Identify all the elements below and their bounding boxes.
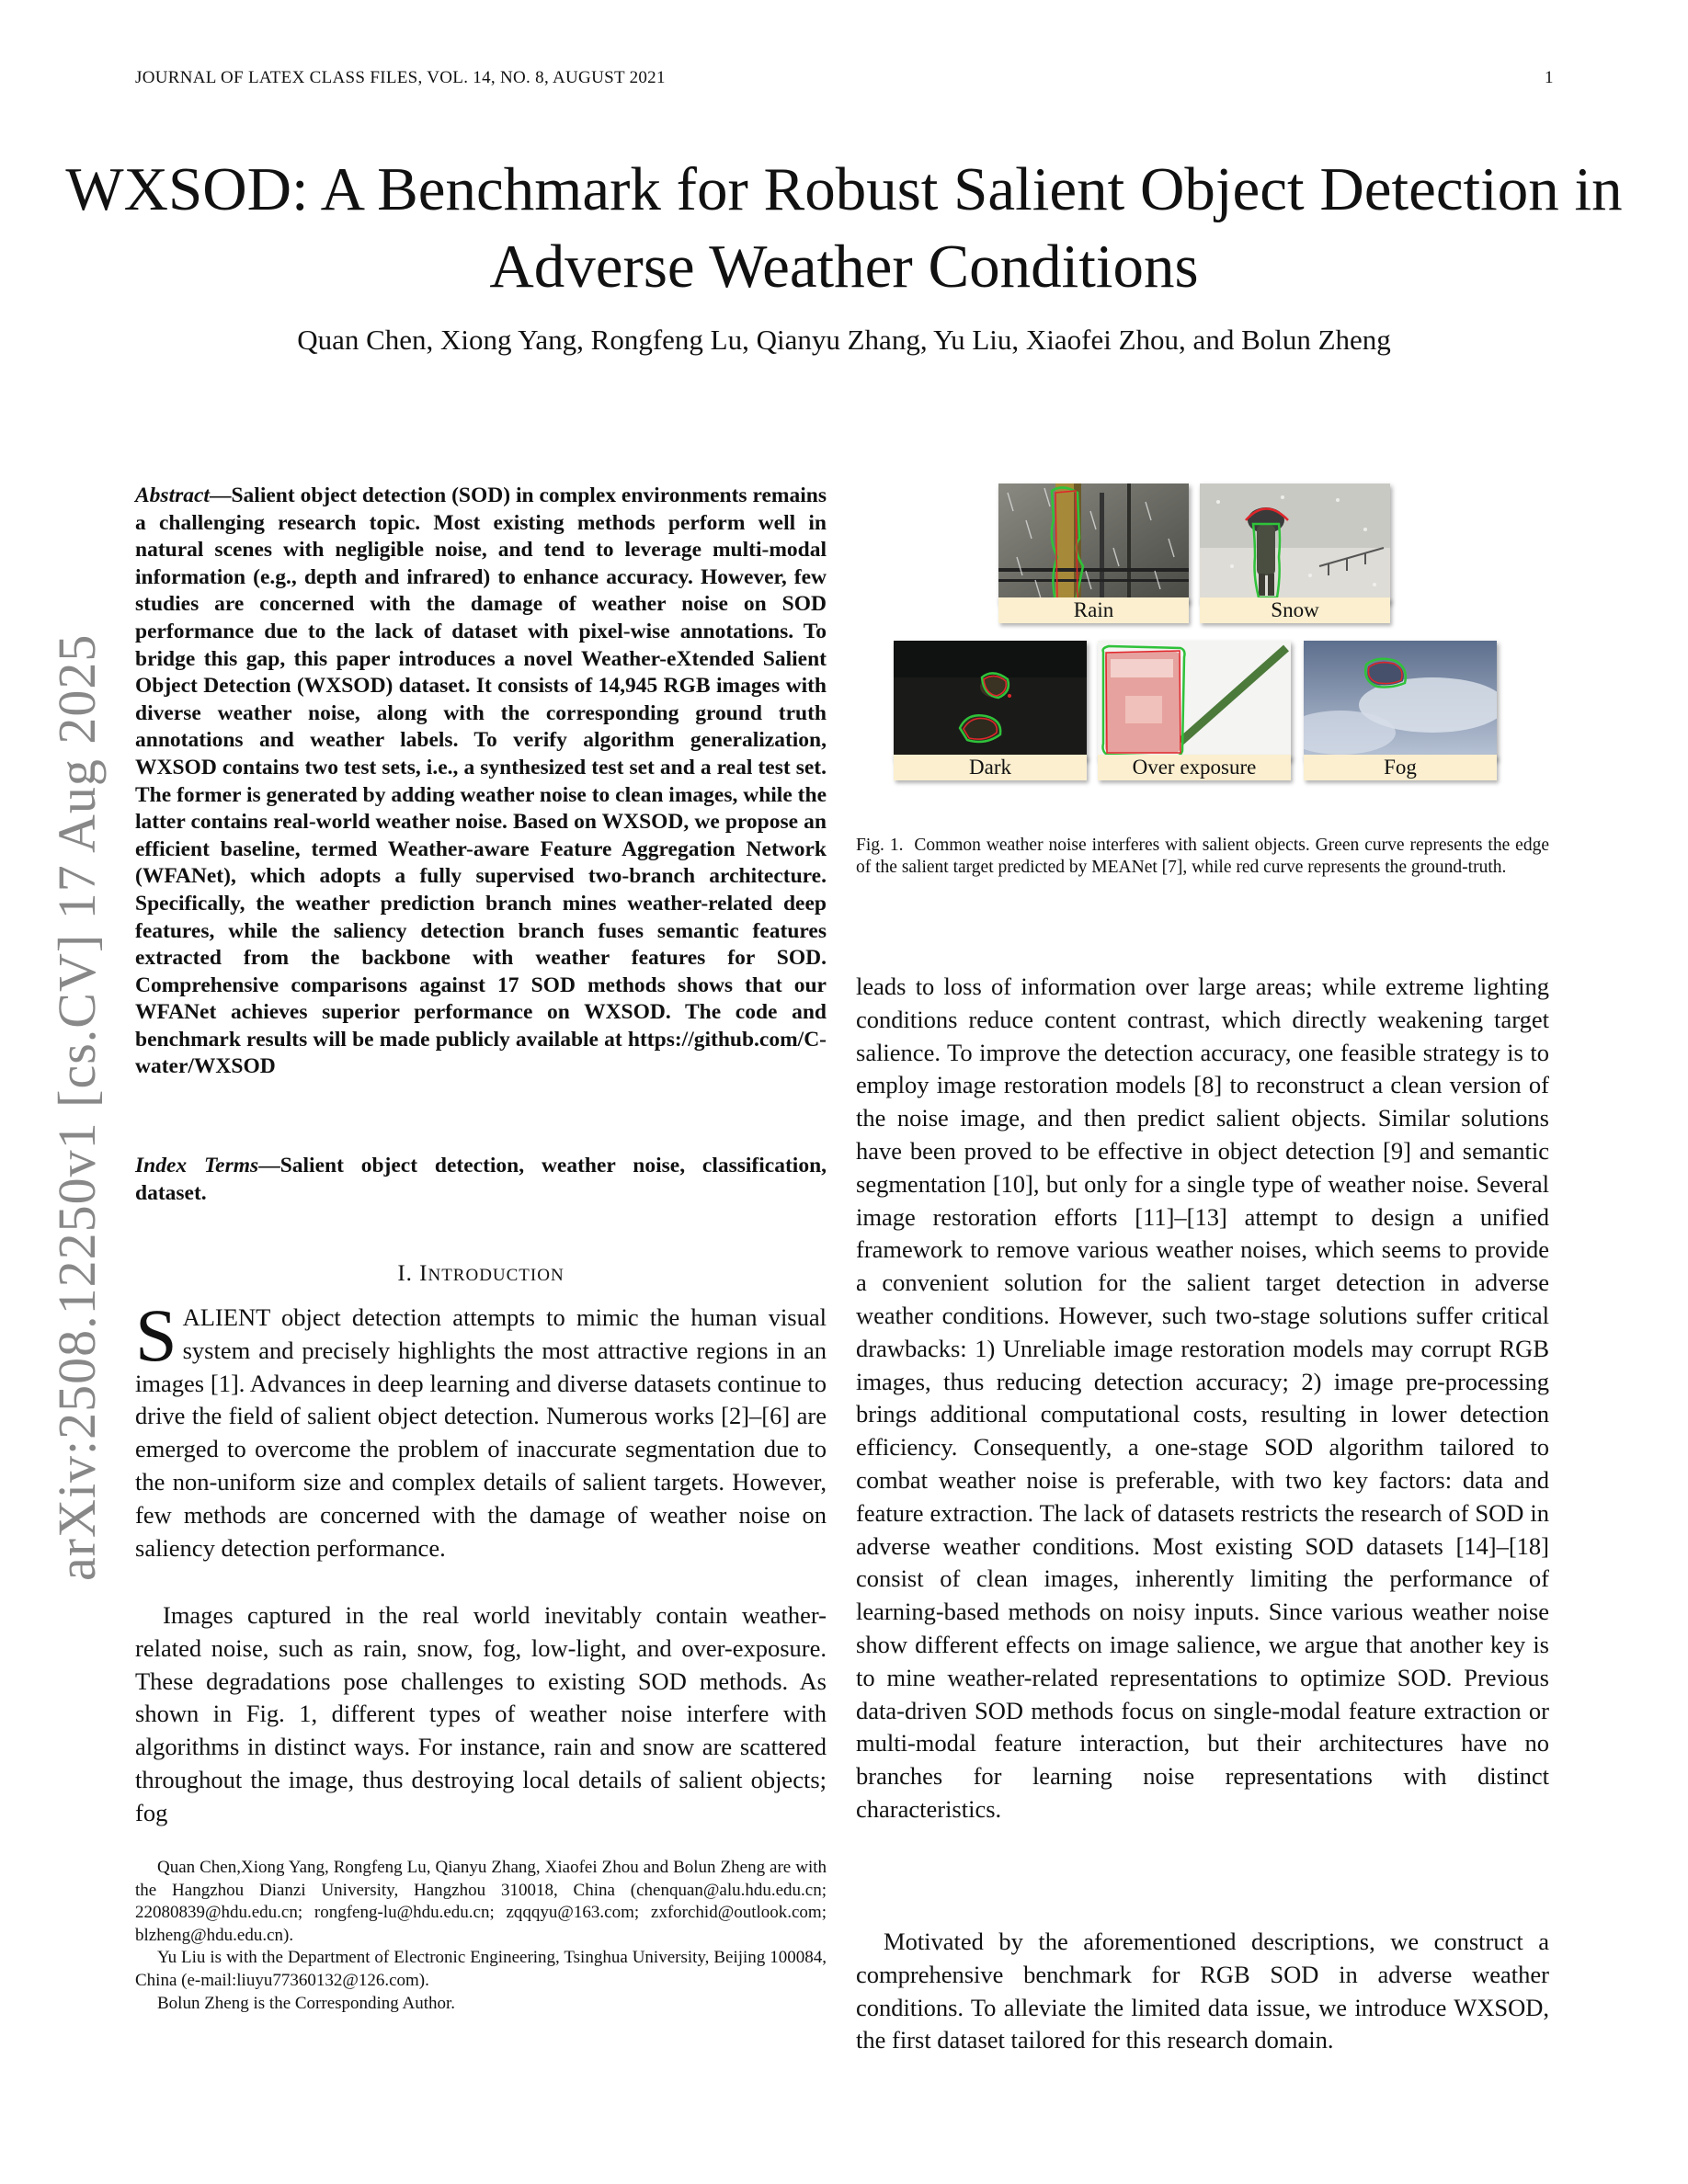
fog-image: [1304, 641, 1497, 760]
right-column-paragraph-2: Motivated by the aforementioned descriptions, we construct a comprehensive benchmark for RGB SOD in adverse weather conditions. To alleviate the limited data issue, we introduce WXSOD, the first dataset tailored for this research domain.: [856, 1928, 1549, 2054]
author-list: Quan Chen, Xiong Yang, Rongfeng Lu, Qianyu Zhang, Yu Liu, Xiaofei Zhou, and Bolun Zheng: [297, 324, 1391, 356]
drop-cap: S: [135, 1293, 177, 1377]
footnote-corresponding: Bolun Zheng is the Corresponding Author.: [157, 1993, 456, 2013]
intro-paragraph-2: Images captured in the real world inevitably contain weather-related noise, such as rain, snow, fog, low-light, and over-exposure. These degradations pose challenges to existing SOD methods. As shown in Fig. 1, different types of weather noise interfere with algorithms in distinct ways. For instance, rain and snow are scattered throughout the image, thus destroying local details of salient objects; fog: [135, 1601, 827, 1826]
abstract-label: Abstract: [135, 483, 210, 507]
label-dark: Dark: [894, 755, 1087, 780]
dark-image: [894, 641, 1087, 760]
over-exposure-image: [1098, 641, 1291, 760]
snow-image: [1200, 483, 1390, 603]
paper-title: WXSOD: A Benchmark for Robust Salient Object Detection in Adverse Weather Conditions: [65, 155, 1623, 301]
right-column-paragraph-1: leads to loss of information over large areas; while extreme lighting conditions reduce content contrast, which directly weakening target salience. To improve the detection accuracy, one feasible strategy is to employ image restoration models [8] to reconstruct a clean version of the noise image, and then predict salient objects. Similar solutions have been proved to be effective in object detection [9] and semantic segmentation [10], but only for a single type of weather noise. Several image restoration efforts [11]–[13] attempt to design a unified framework to remove various weather noises, which seems to provide a convenient solution for the salient target detection in adverse weather conditions. However, such two-stage solutions suffer critical drawbacks: 1) Unreliable image restoration models may corrupt RGB images, thus reducing detection accuracy; 2) image pre-processing brings additional computational costs, resulting in lower detection efficiency. Consequently, a one-stage SOD algorithm tailored to combat weather noise is preferable, with two key factors: data and feature extraction. The lack of datasets restricts the research of SOD in adverse weather conditions. Most existing SOD datasets [14]–[18] consist of clean images, inherently limiting the performance of learning-based methods on noisy inputs. Since various weather noise show different effects on image salience, we argue that another key is to mine weather-related representations to optimize SOD. Previous data-driven SOD methods focus on single-modal feature extraction or multi-modal feature interaction, but their architectures have no branches for learning noise representations with distinct characteristics.: [856, 973, 1549, 1823]
affiliation-footnotes: [135, 1857, 827, 2015]
section-heading: [135, 1261, 827, 1287]
label-snow: Snow: [1200, 597, 1390, 623]
abstract-text: —Salient object detection (SOD) in complex environments remains a challenging research topic. Most existing methods perform well in natural scenes with negligible noise, and tend to leverage multi-modal information (e.g., depth and infrared) to enhance accuracy. However, few studies are concerned with the damage of weather noise on SOD performance due to the lack of dataset with pixel-wise annotations. To bridge this gap, this paper introduces a novel Weather-eXtended Salient Object Detection (WXSOD) dataset. It consists of 14,945 RGB images with diverse weather noise, along with the corresponding ground truth annotations and weather labels. To verify algorithm generalization, WXSOD contains two test sets, i.e., a synthesized test set and a real test set. The former is generated by adding weather noise to clean images, while the latter contains real-world weather noise. Based on WXSOD, we propose an efficient baseline, termed Weather-aware Feature Aggregation Network (WFANet), which adopts a fully supervised two-branch architecture. Specifically, the weather prediction branch mines weather-related deep features, while the saliency detection branch fuses semantic features extracted from the backbone with weather features for SOD. Comprehensive comparisons against 17 SOD methods shows that our WFANet achieves superior performance on WXSOD. The code and benchmark results will be made publicly available at https://github.com/C-water/WXSOD: [135, 483, 827, 1079]
rain-image: [998, 483, 1189, 603]
section-first-letter: I: [419, 1261, 428, 1286]
index-terms-label: Index Terms: [135, 1154, 259, 1177]
figure-1: [883, 482, 1545, 794]
intro-p1-text: ALIENT object detection attempts to mimic the human visual system and precisely highlights the most attractive regions in an images [1]. Advances in deep learning and diverse datasets continue to drive the field of salient object detection. Numerous works [2]–[6] are emerged to overcome the problem of inaccurate segmentation due to the non-uniform size and complex details of salient targets. However, few methods are concerned with the damage of weather noise on saliency detection performance.: [135, 1303, 827, 1562]
running-header: JOURNAL OF LATEX CLASS FILES, VOL. 14, NO. 8, AUGUST 2021: [135, 68, 666, 87]
label-rain: Rain: [998, 597, 1189, 623]
abstract: [135, 483, 827, 1081]
figure-caption: [856, 835, 1549, 879]
page-number: 1: [1545, 68, 1554, 87]
index-terms: [135, 1153, 827, 1207]
caption-text: Common weather noise interferes with salient objects. Green curve represents the edge of the salient target predicted by MEANet [7], while red curve represents the ground-truth.: [856, 836, 1549, 877]
label-fog: Fog: [1304, 755, 1497, 780]
intro-paragraph-1: [135, 1293, 827, 1564]
footnote-affiliation: Quan Chen,Xiong Yang, Rongfeng Lu, Qianyu Zhang, Xiaofei Zhou and Bolun Zheng are with the Hangzhou Dianzi University, Hangzhou 310018, China (chenquan@alu.hdu.edu.cn; 22080839@hdu.edu.cn; rongfeng-lu@hdu.edu.cn; zqqqyu@163.com; zxforchid@outlook.com; blzheng@hdu.edu.cn).: [135, 1858, 827, 1945]
label-over-exposure: Over exposure: [1098, 755, 1291, 780]
index-terms-text: —Salient object detection, weather noise, classification, dataset.: [135, 1154, 827, 1205]
footnote-tsinghua: Yu Liu is with the Department of Electronic Engineering, Tsinghua University, Beijing 100084, China (e-mail:liuyu77360132@126.com).: [135, 1948, 827, 1990]
section-rest: NTRODUCTION: [428, 1266, 565, 1285]
arxiv-stamp: arXiv:2508.12250v1 [cs.CV] 17 Aug 2025: [47, 633, 107, 1581]
section-number: I.: [397, 1261, 413, 1286]
caption-label: Fig. 1.: [856, 836, 904, 855]
